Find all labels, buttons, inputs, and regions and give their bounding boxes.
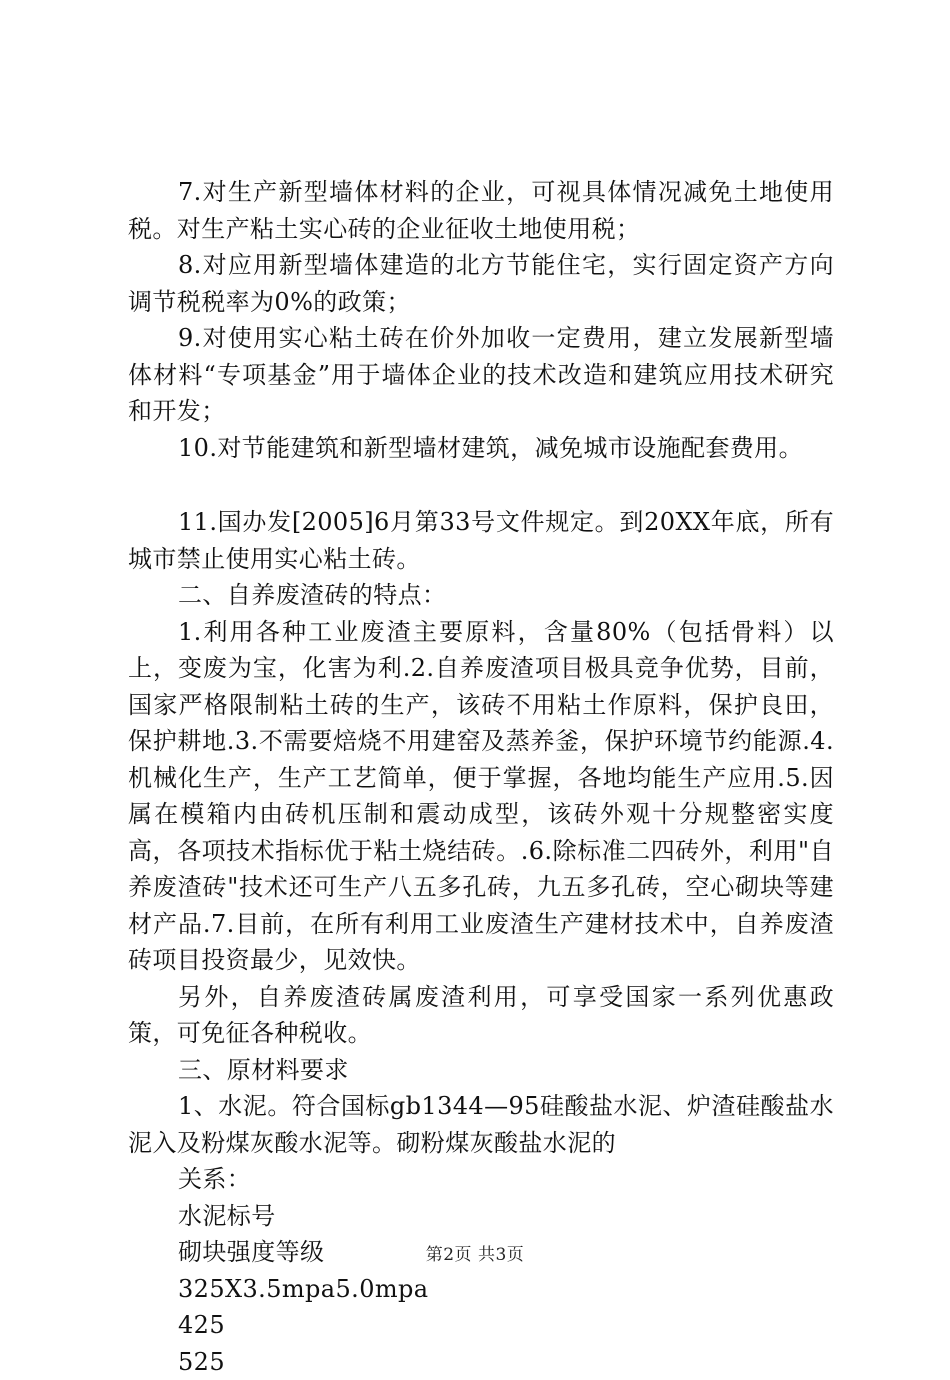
paragraph-7: 7.对生产新型墙体材料的企业，可视具体情况减免土地使用税。对生产粘土实心砖的企业征收土地使用税； <box>128 174 834 247</box>
paragraph-10: 10.对节能建筑和新型墙材建筑，减免城市设施配套费用。 <box>128 430 834 467</box>
paragraph-cement: 1、水泥。符合国标gb1344—95硅酸盐水泥、炉渣硅酸盐水泥入及粉煤灰酸水泥等。砌粉煤灰酸盐水泥的 <box>128 1088 834 1161</box>
paragraph-gap <box>128 466 834 504</box>
text-line: 砌块强度等级 <box>128 1234 834 1271</box>
text-line: 关系： <box>128 1161 834 1198</box>
text-line: 425 <box>128 1307 834 1344</box>
text-line: 325X3.5mpa5.0mpa <box>128 1271 834 1308</box>
document-body <box>128 174 834 1380</box>
paragraph-features: 1.利用各种工业废渣主要原料，含量80%（包括骨料）以上，变废为宝，化害为利.2.自养废渣项目极具竞争优势，目前，国家严格限制粘土砖的生产，该砖不用粘土作原料，保护良田，保护耕地.3.不需要焙烧不用建窑及蒸养釜，保护环境节约能源.4.机械化生产，生产工艺简单，便于掌握，各地均能生产应用.5.因属在模箱内由砖机压制和震动成型，该砖外观十分规整密实度高，各项技术指标优于粘土烧结砖。.6.除标准二四砖外，利用"自养废渣砖"技术还可生产八五多孔砖，九五多孔砖，空心砌块等建材产品.7.目前，在所有利用工业废渣生产建材技术中，自养废渣砖项目投资最少，见效快。 <box>128 614 834 979</box>
page-footer: 第2页 共3页 <box>0 1240 950 1265</box>
text-line: 水泥标号 <box>128 1198 834 1235</box>
paragraph-8: 8.对应用新型墙体建造的北方节能住宅，实行固定资产方向调节税税率为0%的政策； <box>128 247 834 320</box>
text-line: 525 <box>128 1344 834 1380</box>
paragraph-policy: 另外，自养废渣砖属废渣利用，可享受国家一系列优惠政策，可免征各种税收。 <box>128 979 834 1052</box>
paragraph-9: 9.对使用实心粘土砖在价外加收一定费用，建立发展新型墙体材料“专项基金”用于墙体企业的技术改造和建筑应用技术研究和开发； <box>128 320 834 430</box>
paragraph-11: 11.国办发[2005]6月第33号文件规定。到20XX年底，所有城市禁止使用实心粘土砖。 <box>128 504 834 577</box>
section-heading-materials: 三、原材料要求 <box>128 1052 834 1089</box>
section-heading-features: 二、自养废渣砖的特点： <box>128 577 834 614</box>
